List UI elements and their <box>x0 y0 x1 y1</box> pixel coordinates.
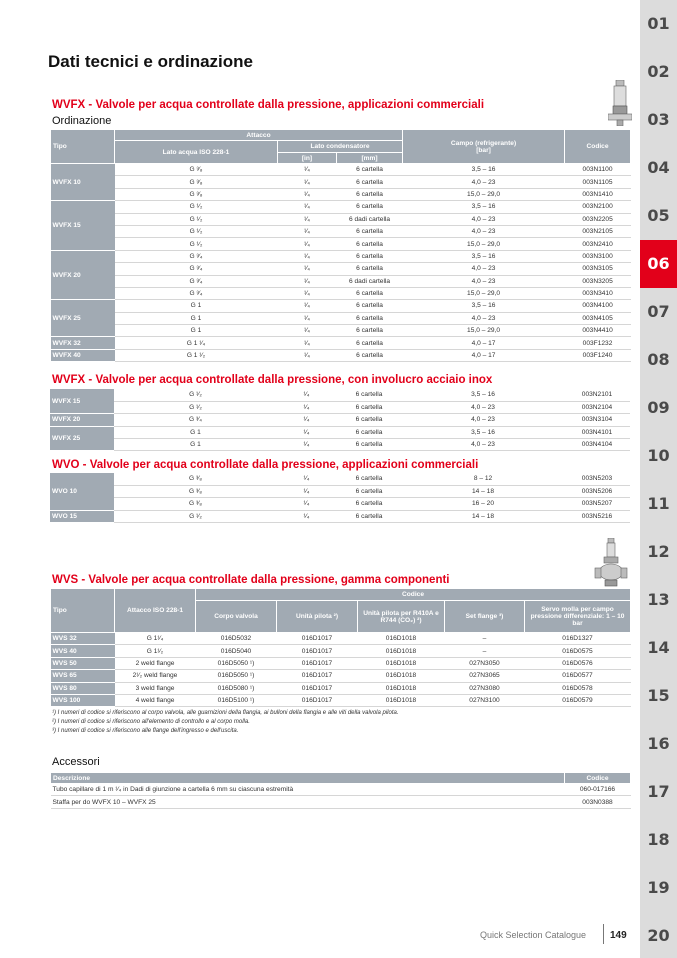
table-cell: 15,0 – 29,0 <box>403 325 565 337</box>
row-type-label: WVO 10 <box>50 473 114 510</box>
chapter-tab-15[interactable]: 15 <box>647 686 670 705</box>
table-cell: ¹⁄₄ <box>277 439 336 451</box>
chapter-tab-19[interactable]: 19 <box>647 878 670 897</box>
table-cell: 003N5216 <box>564 510 630 522</box>
table-cell: 016D5100 ¹) <box>196 694 277 706</box>
table-cell: 6 cartella <box>336 414 402 426</box>
table-cell: G ³⁄₈ <box>114 498 277 510</box>
table-cell: 027N3100 <box>445 694 525 706</box>
table-cell: G ³⁄₄ <box>115 287 278 299</box>
table-row <box>51 201 631 213</box>
table-row <box>51 694 631 706</box>
footnote-1: ¹) I numeri di codice si riferiscono al corpo valvola, alle guarnizioni della flangia, ai bulloni della flangia e alle viti della valvola pilota. <box>52 710 399 716</box>
table-row <box>50 473 630 485</box>
table-row <box>50 510 630 522</box>
table-cell: ¹⁄₄ <box>278 325 337 337</box>
table-cell: 6 cartella <box>337 225 403 237</box>
footnote-2: ²) I numeri di codice si riferiscono all'elemento di controllo e al corpo molla. <box>52 719 250 725</box>
table-cell: 003N5206 <box>564 485 630 497</box>
table-cell: ¹⁄₄ <box>277 473 336 485</box>
section-title-wvo: WVO - Valvole per acqua controllate dalla pressione, applicazioni commerciali <box>52 459 479 471</box>
table-cell: 016D1017 <box>277 633 358 645</box>
table-cell: 6 cartella <box>336 401 402 413</box>
footnote-3: ³) I numeri di codice si riferiscono alle flange dell'ingresso e dell'uscita. <box>52 728 239 734</box>
table-row <box>51 263 631 275</box>
row-type-label: WVFX 15 <box>50 389 114 414</box>
table-cell: 016D0576 <box>525 657 631 669</box>
table-cell: 003N1410 <box>565 188 631 200</box>
table-cell: G ¹⁄₂ <box>115 213 278 225</box>
table-cell: 4,0 – 23 <box>403 176 565 188</box>
table-cell: ¹⁄₄ <box>277 401 336 413</box>
table-cell: 6 cartella <box>337 349 403 361</box>
table-row <box>51 796 631 808</box>
col-in: [in] <box>278 153 337 164</box>
row-type-label: WVFX 20 <box>51 250 115 300</box>
chapter-tab-10[interactable]: 10 <box>647 446 670 465</box>
table-cell: G 1¹⁄₄ <box>115 633 196 645</box>
col-campo: Campo (refrigerante) [bar] <box>403 130 565 164</box>
table-row <box>50 401 630 413</box>
table-cell: G ³⁄₈ <box>114 485 277 497</box>
chapter-tab-04[interactable]: 04 <box>647 158 670 177</box>
table-cell: 2¹⁄₂ weld flange <box>115 670 196 682</box>
table-cell: 016D0577 <box>525 670 631 682</box>
table-cell: ¹⁄₄ <box>278 337 337 349</box>
table-cell: G 1 <box>114 439 277 451</box>
wvs-col-tipo: Tipo <box>51 589 115 633</box>
chapter-tab-20[interactable]: 20 <box>647 926 670 945</box>
row-type-label: WVFX 20 <box>50 414 114 426</box>
table-cell: G ³⁄₈ <box>115 176 278 188</box>
table-cell: 003N3205 <box>565 275 631 287</box>
table-cell: 027N3065 <box>445 670 525 682</box>
table-cell: 016D0578 <box>525 682 631 694</box>
accessori-table <box>50 772 631 809</box>
table-row <box>50 426 630 438</box>
table-cell: G ¹⁄₂ <box>114 401 277 413</box>
table-cell: 14 – 18 <box>402 485 564 497</box>
table-cell: 14 – 18 <box>402 510 564 522</box>
section-title-wvfx: WVFX - Valvole per acqua controllate dalla pressione, applicazioni commerciali <box>52 99 485 111</box>
table-cell: 016D5032 <box>196 633 277 645</box>
table-cell: 4,0 – 17 <box>403 349 565 361</box>
table-cell: G 1 <box>115 300 278 312</box>
table-cell: 4,0 – 23 <box>402 439 564 451</box>
table-row <box>51 250 631 262</box>
table-cell: G ³⁄₈ <box>114 473 277 485</box>
footer-divider <box>603 924 604 944</box>
table-cell: 15,0 – 29,0 <box>403 188 565 200</box>
table-row <box>51 312 631 324</box>
table-cell: 003N4100 <box>565 300 631 312</box>
table-cell: 003N3104 <box>564 414 630 426</box>
wvs-table <box>50 588 631 707</box>
table-cell: 027N3080 <box>445 682 525 694</box>
valve-product-icon <box>608 80 632 126</box>
accessori-title: Accessori <box>52 756 100 768</box>
table-cell: 6 cartella <box>337 238 403 250</box>
table-cell: 003N2205 <box>565 213 631 225</box>
table-cell: G 1 <box>115 325 278 337</box>
table-cell: 003N0388 <box>565 796 631 808</box>
table-cell: 3,5 – 16 <box>403 164 565 176</box>
section-title-wvfx-inox: WVFX - Valvole per acqua controllate dalla pressione, con involucro acciaio inox <box>52 374 493 386</box>
table-row <box>51 300 631 312</box>
table-row <box>50 414 630 426</box>
table-cell: 016D1018 <box>358 682 445 694</box>
table-row <box>50 389 630 401</box>
table-cell: 6 cartella <box>337 188 403 200</box>
table-cell: 016D5080 ¹) <box>196 682 277 694</box>
row-type-label: WVFX 40 <box>51 349 115 361</box>
row-type-label: WVO 15 <box>50 510 114 522</box>
table-row <box>51 213 631 225</box>
table-cell: G ¹⁄₂ <box>115 225 278 237</box>
chapter-tab-03[interactable]: 03 <box>647 110 670 129</box>
table-cell: 3,5 – 16 <box>402 426 564 438</box>
table-cell: 4,0 – 23 <box>403 225 565 237</box>
wvfx-inox-table <box>50 389 630 451</box>
chapter-tabs <box>640 0 677 958</box>
col-tipo: Tipo <box>51 130 115 164</box>
table-cell: G ³⁄₄ <box>114 414 277 426</box>
table-cell: ¹⁄₄ <box>278 201 337 213</box>
chapter-tab-05[interactable]: 05 <box>647 206 670 225</box>
table-cell: 3 weld flange <box>115 682 196 694</box>
table-cell: 027N3050 <box>445 657 525 669</box>
section-title-wvs: WVS - Valvole per acqua controllate dalla pressione, gamma componenti <box>52 574 450 586</box>
table-cell: 016D0575 <box>525 645 631 657</box>
table-cell: 6 cartella <box>337 312 403 324</box>
table-cell: 3,5 – 16 <box>403 201 565 213</box>
table-cell: G ³⁄₄ <box>115 275 278 287</box>
chapter-tab-07[interactable]: 07 <box>647 302 670 321</box>
table-cell: ¹⁄₄ <box>278 225 337 237</box>
table-cell: 4,0 – 23 <box>403 275 565 287</box>
table-cell: 6 cartella <box>337 201 403 213</box>
table-row <box>51 238 631 250</box>
table-row <box>51 633 631 645</box>
table-cell: 4,0 – 23 <box>403 312 565 324</box>
table-cell: 6 cartella <box>337 325 403 337</box>
table-cell: ¹⁄₄ <box>278 275 337 287</box>
table-cell: G ¹⁄₂ <box>114 389 277 401</box>
chapter-tab-11[interactable]: 11 <box>647 494 670 513</box>
table-cell: 003F1240 <box>565 349 631 361</box>
table-cell: 3,5 – 16 <box>402 389 564 401</box>
table-row <box>51 164 631 176</box>
table-cell: 016D5040 <box>196 645 277 657</box>
table-cell: 6 cartella <box>336 439 402 451</box>
table-cell: 6 cartella <box>337 300 403 312</box>
table-cell: ¹⁄₄ <box>278 263 337 275</box>
table-cell: 4 weld flange <box>115 694 196 706</box>
table-cell: 003N3410 <box>565 287 631 299</box>
wvs-col-corpo: Corpo valvola <box>196 601 277 633</box>
chapter-tab-14[interactable]: 14 <box>647 638 670 657</box>
table-cell: G 1 <box>114 426 277 438</box>
table-cell: 016D1017 <box>277 645 358 657</box>
table-cell: 3,5 – 16 <box>403 250 565 262</box>
table-cell: 016D1017 <box>277 670 358 682</box>
table-cell: 003N2105 <box>565 225 631 237</box>
table-row <box>51 225 631 237</box>
table-cell: 003N2410 <box>565 238 631 250</box>
chapter-tab-08[interactable]: 08 <box>647 350 670 369</box>
table-cell: ¹⁄₄ <box>277 426 336 438</box>
table-cell: 016D1018 <box>358 633 445 645</box>
table-cell: 003N1100 <box>565 164 631 176</box>
row-type-label: WVS 32 <box>51 633 115 645</box>
table-row <box>51 188 631 200</box>
row-type-label: WVFX 15 <box>51 201 115 251</box>
table-cell: ¹⁄₄ <box>277 510 336 522</box>
table-row <box>51 287 631 299</box>
chapter-tab-12[interactable]: 12 <box>647 542 670 561</box>
table-cell: G ¹⁄₂ <box>115 238 278 250</box>
row-type-label: WVFX 25 <box>51 300 115 337</box>
table-cell: G 1¹⁄₂ <box>115 645 196 657</box>
table-cell: 6 cartella <box>336 485 402 497</box>
page-title: Dati tecnici e ordinazione <box>48 52 253 71</box>
table-cell: 003N4104 <box>564 439 630 451</box>
table-cell: Staffa per do WVFX 10 – WVFX 25 <box>51 796 565 808</box>
row-type-label: WVFX 32 <box>51 337 115 349</box>
page-number: 149 <box>610 930 627 941</box>
table-cell: ¹⁄₄ <box>277 485 336 497</box>
wvs-col-servo: Servo molla per campo pressione differenziale: 1 – 10 bar <box>525 601 631 633</box>
chapter-tab-02[interactable]: 02 <box>647 62 670 81</box>
acc-col-descrizione: Descrizione <box>51 773 565 784</box>
row-type-label: WVS 100 <box>51 694 115 706</box>
table-cell: G 1 ¹⁄₂ <box>115 349 278 361</box>
chapter-tab-16[interactable]: 16 <box>647 734 670 753</box>
table-cell: 6 cartella <box>336 498 402 510</box>
wvs-col-set-flange: Set flange ³) <box>445 601 525 633</box>
table-cell: Tubo capillare di 1 m ¹⁄₄ in Dadi di giunzione a cartella 6 mm su ciascuna estremità <box>51 784 565 796</box>
row-type-label: WVS 80 <box>51 682 115 694</box>
table-row <box>51 657 631 669</box>
table-row <box>51 784 631 796</box>
table-cell: 016D1018 <box>358 657 445 669</box>
table-cell: 6 cartella <box>337 263 403 275</box>
table-cell: 060-017166 <box>565 784 631 796</box>
row-type-label: WVS 50 <box>51 657 115 669</box>
table-cell: G ¹⁄₂ <box>114 510 277 522</box>
section-subtitle-ordinazione: Ordinazione <box>52 115 112 127</box>
row-type-label: WVFX 25 <box>50 426 114 451</box>
table-cell: 6 cartella <box>337 164 403 176</box>
table-row <box>51 670 631 682</box>
chapter-tab-09[interactable]: 09 <box>647 398 670 417</box>
table-cell: 016D1018 <box>358 645 445 657</box>
table-cell: 6 cartella <box>337 176 403 188</box>
col-codice: Codice <box>565 130 631 164</box>
table-cell: 003N4101 <box>564 426 630 438</box>
table-row <box>50 485 630 497</box>
col-attacco: Attacco <box>115 130 403 141</box>
table-row <box>51 349 631 361</box>
chapter-tab-13[interactable]: 13 <box>647 590 670 609</box>
table-cell: – <box>445 633 525 645</box>
table-cell: 016D1327 <box>525 633 631 645</box>
table-cell: ¹⁄₄ <box>278 188 337 200</box>
wvo-table <box>50 473 630 523</box>
table-cell: 003F1232 <box>565 337 631 349</box>
table-cell: 6 cartella <box>336 510 402 522</box>
chapter-tab-17[interactable]: 17 <box>647 782 670 801</box>
table-cell: ¹⁄₄ <box>278 250 337 262</box>
table-cell: G ³⁄₄ <box>115 263 278 275</box>
table-cell: 2 weld flange <box>115 657 196 669</box>
table-cell: 8 – 12 <box>402 473 564 485</box>
table-cell: 15,0 – 29,0 <box>403 238 565 250</box>
table-cell: 3,5 – 16 <box>403 300 565 312</box>
table-cell: – <box>445 645 525 657</box>
table-cell: ¹⁄₄ <box>278 349 337 361</box>
table-cell: 003N2100 <box>565 201 631 213</box>
table-cell: 6 cartella <box>337 287 403 299</box>
table-cell: ¹⁄₄ <box>277 498 336 510</box>
table-cell: 4,0 – 23 <box>403 263 565 275</box>
table-cell: G ¹⁄₂ <box>115 201 278 213</box>
table-cell: 6 cartella <box>336 389 402 401</box>
table-row <box>50 498 630 510</box>
row-type-label: WVS 65 <box>51 670 115 682</box>
table-cell: 003N1105 <box>565 176 631 188</box>
footer-catalogue: Quick Selection Catalogue <box>480 930 587 940</box>
table-row <box>51 645 631 657</box>
table-cell: 016D1018 <box>358 694 445 706</box>
row-type-label: WVS 40 <box>51 645 115 657</box>
table-cell: 6 cartella <box>336 426 402 438</box>
table-cell: 016D1018 <box>358 670 445 682</box>
table-cell: ¹⁄₄ <box>277 389 336 401</box>
col-mm: [mm] <box>337 153 403 164</box>
wvs-col-codice: Codice <box>196 589 631 601</box>
table-cell: 016D1017 <box>277 682 358 694</box>
table-cell: 6 cartella <box>337 250 403 262</box>
wvs-col-unita-pilota: Unità pilota ²) <box>277 601 358 633</box>
table-cell: ¹⁄₄ <box>278 287 337 299</box>
table-cell: 016D0579 <box>525 694 631 706</box>
table-cell: 003N2101 <box>564 389 630 401</box>
chapter-tab-01[interactable]: 01 <box>647 14 670 33</box>
table-cell: 6 dadi cartella <box>337 213 403 225</box>
row-type-label: WVFX 10 <box>51 164 115 201</box>
table-cell: 6 cartella <box>336 473 402 485</box>
acc-col-codice: Codice <box>565 773 631 784</box>
table-cell: 6 dadi cartella <box>337 275 403 287</box>
table-row <box>51 275 631 287</box>
table-cell: 4,0 – 23 <box>402 414 564 426</box>
table-cell: 016D1017 <box>277 657 358 669</box>
table-cell: ¹⁄₄ <box>277 414 336 426</box>
table-cell: 6 cartella <box>337 337 403 349</box>
table-row <box>50 439 630 451</box>
table-row <box>51 176 631 188</box>
table-cell: 003N4410 <box>565 325 631 337</box>
table-cell: ¹⁄₄ <box>278 300 337 312</box>
table-cell: G ³⁄₈ <box>115 164 278 176</box>
col-lato-acqua: Lato acqua ISO 228-1 <box>115 141 278 164</box>
table-cell: 003N5203 <box>564 473 630 485</box>
table-cell: 003N5207 <box>564 498 630 510</box>
wvs-col-unita-pilota-r410: Unità pilota per R410A e R744 (CO₂) ²) <box>358 601 445 633</box>
table-row <box>51 682 631 694</box>
wvfx-ordering-table <box>50 129 631 362</box>
table-cell: 003N3105 <box>565 263 631 275</box>
table-cell: 15,0 – 29,0 <box>403 287 565 299</box>
table-cell: 16 – 20 <box>402 498 564 510</box>
table-cell: 4,0 – 23 <box>402 401 564 413</box>
table-cell: 016D1017 <box>277 694 358 706</box>
wvs-valve-icon <box>593 538 629 588</box>
table-cell: 003N4105 <box>565 312 631 324</box>
table-cell: 003N3100 <box>565 250 631 262</box>
chapter-tab-06[interactable]: 06 <box>640 240 677 288</box>
table-cell: 016D5050 ¹) <box>196 670 277 682</box>
table-cell: G ³⁄₄ <box>115 250 278 262</box>
wvs-col-attacco: Attacco ISO 228-1 <box>115 589 196 633</box>
table-cell: ¹⁄₄ <box>278 176 337 188</box>
table-cell: 003N2104 <box>564 401 630 413</box>
table-row <box>51 325 631 337</box>
table-cell: 016D5050 ¹) <box>196 657 277 669</box>
table-row <box>51 337 631 349</box>
table-cell: G ³⁄₈ <box>115 188 278 200</box>
table-cell: G 1 <box>115 312 278 324</box>
table-cell: ¹⁄₄ <box>278 164 337 176</box>
table-cell: G 1 ¹⁄₄ <box>115 337 278 349</box>
table-cell: 4,0 – 17 <box>403 337 565 349</box>
table-cell: 4,0 – 23 <box>403 213 565 225</box>
table-cell: ¹⁄₄ <box>278 238 337 250</box>
chapter-tab-18[interactable]: 18 <box>647 830 670 849</box>
table-cell: ¹⁄₄ <box>278 312 337 324</box>
col-lato-condensatore: Lato condensatore <box>278 141 403 153</box>
table-cell: ¹⁄₄ <box>278 213 337 225</box>
